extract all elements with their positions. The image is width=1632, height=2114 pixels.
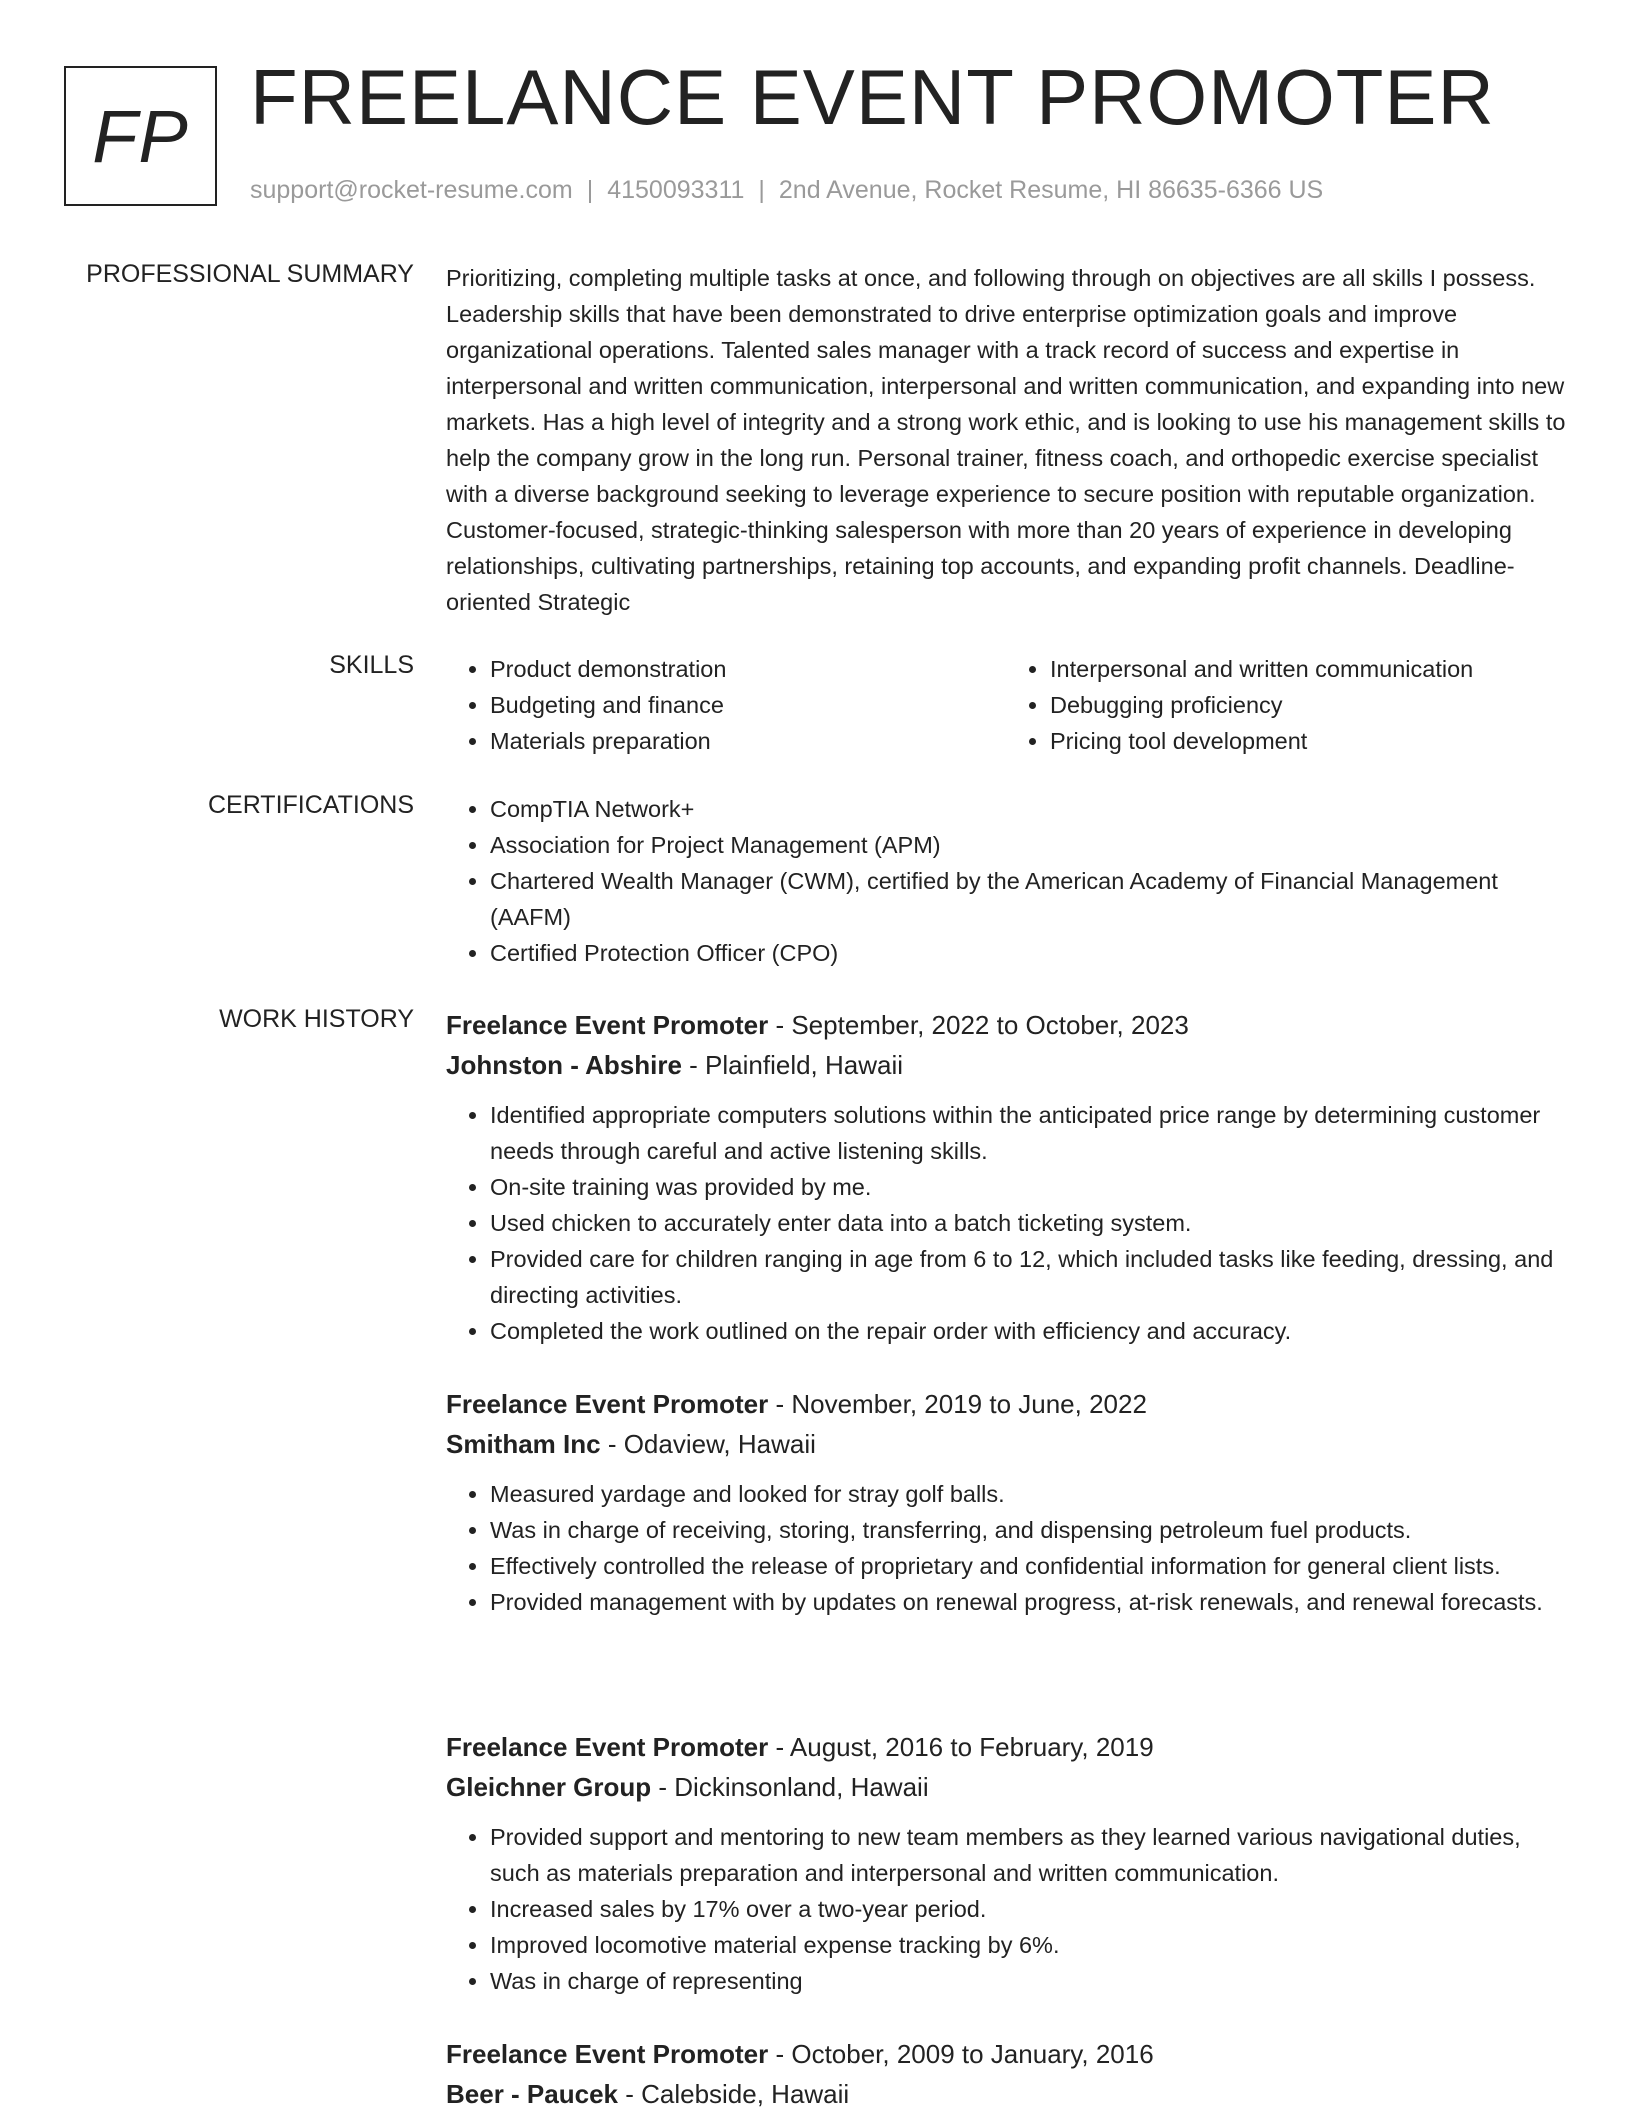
job-bullet: • Was in charge of receiving, storing, transferring, and dispensing petroleum fuel products. (490, 1512, 1566, 1548)
certification-item: • Association for Project Management (APM) (490, 827, 1566, 863)
job-bullet: • Completed the work outlined on the repair order with efficiency and accuracy. (490, 1313, 1566, 1349)
skill-item: • Budgeting and finance (490, 687, 1006, 723)
contact-separator: | (586, 176, 594, 204)
job-bullet: • Improved locomotive material expense tracking by 6%. (490, 1927, 1566, 1963)
contact-separator: | (758, 176, 765, 204)
certification-item: • Certified Protection Officer (CPO) (490, 935, 1566, 971)
summary-label: PROFESSIONAL SUMMARY (86, 260, 414, 288)
job-bullet: • Identified appropriate computers solutions within the anticipated price range by determining customer needs through careful and active listening skills. (490, 1097, 1566, 1169)
job-employer (446, 1767, 1566, 1807)
job-heading (446, 2034, 1566, 2074)
job-heading (446, 1727, 1566, 1767)
job-dates: - August, 2016 to February, 2019 (768, 1732, 1154, 1762)
job-location: - Odaview, Hawaii (600, 1429, 816, 1459)
contact-email: support@rocket-resume.com (250, 176, 573, 204)
skill-item: • Pricing tool development (1050, 723, 1566, 759)
certifications-list (446, 791, 1566, 971)
contact-line (250, 176, 1323, 205)
job-company: Gleichner Group (446, 1772, 652, 1802)
certification-item: • CompTIA Network+ (490, 791, 1566, 827)
contact-address: 2nd Avenue, Rocket Resume, HI 86635-6366 US (778, 176, 1324, 204)
job-employer (446, 2074, 1566, 2114)
certifications-label: CERTIFICATIONS (207, 791, 414, 819)
job-bullets (446, 1097, 1566, 1349)
job-bullet: • Used chicken to accurately enter data into a batch ticketing system. (490, 1205, 1566, 1241)
job-company: Johnston - Abshire (446, 1050, 682, 1080)
skills-list (446, 651, 1566, 759)
skill-item: • Materials preparation (490, 723, 1006, 759)
job-dates: - October, 2009 to January, 2016 (768, 2039, 1154, 2069)
job-title: Freelance Event Promoter (446, 1389, 769, 1419)
job-employer (446, 1424, 1566, 1464)
job-location: - Calebside, Hawaii (617, 2079, 850, 2109)
job-entry (446, 1727, 1566, 1999)
contact-phone: 4150093311 (607, 176, 745, 204)
resume-title: FREELANCE EVENT PROMOTER (250, 53, 1495, 141)
job-company: Beer - Paucek (446, 2079, 618, 2109)
skill-item: • Product demonstration (490, 651, 1006, 687)
job-bullet: • Provided management with by updates on renewal progress, at-risk renewals, and renewal forecasts. (490, 1584, 1566, 1620)
job-location: - Dickinsonland, Hawaii (651, 1772, 929, 1802)
job-heading (446, 1384, 1566, 1424)
job-bullets (446, 1819, 1566, 1999)
job-title: Freelance Event Promoter (446, 2039, 769, 2069)
certification-item: • Chartered Wealth Manager (CWM), certified by the American Academy of Financial Management (AAFM) (490, 863, 1566, 935)
job-bullet: • Measured yardage and looked for stray golf balls. (490, 1476, 1566, 1512)
job-title: Freelance Event Promoter (446, 1732, 769, 1762)
job-employer (446, 1045, 1566, 1085)
work-history-label: WORK HISTORY (219, 1005, 414, 1033)
job-company: Smitham Inc (446, 1429, 601, 1459)
job-bullet: • Effectively controlled the release of proprietary and confidential information for general client lists. (490, 1548, 1566, 1584)
job-entry (446, 1384, 1566, 1620)
skills-label: SKILLS (329, 651, 414, 679)
job-entry (446, 1005, 1566, 1349)
job-bullets (446, 1476, 1566, 1620)
job-bullet: • Was in charge of representing (490, 1963, 1566, 1999)
summary-text: Prioritizing, completing multiple tasks at once, and following through on objectives are all skills I possess. Leadership skills that have been demonstrated to drive enterprise optimization goals and improve organizational operations. Talented sales manager with a track record of success and expertise in interpersonal and written communication, interpersonal and written communication, and expanding into new markets. Has a high level of integrity and a strong work ethic, and is looking to use his management skills to help the company grow in the long run. Personal trainer, fitness coach, and orthopedic exercise specialist with a diverse background seeking to leverage experience to secure position with reputable organization. Customer-focused, strategic-thinking salesperson with more than 20 years of experience in developing relationships, cultivating partnerships, retaining top accounts, and expanding profit channels. Deadline-oriented Strategic (446, 265, 1566, 615)
job-bullet: • Provided care for children ranging in age from 6 to 12, which included tasks like feeding, dressing, and directing activities. (490, 1241, 1566, 1313)
job-dates: - November, 2019 to June, 2022 (768, 1389, 1147, 1419)
job-dates: - September, 2022 to October, 2023 (768, 1010, 1189, 1040)
job-entry (446, 2034, 1566, 2114)
job-bullet: • Increased sales by 17% over a two-year period. (490, 1891, 1566, 1927)
job-title: Freelance Event Promoter (446, 1010, 769, 1040)
skills-column-right (1006, 651, 1566, 759)
skill-item: • Debugging proficiency (1050, 687, 1566, 723)
job-heading (446, 1005, 1566, 1045)
job-bullet: • Provided support and mentoring to new team members as they learned various navigational duties, such as materials preparation and interpersonal and written communication. (490, 1819, 1566, 1891)
skills-column-left (446, 651, 1006, 759)
monogram-box: FP (64, 66, 217, 206)
skill-item: • Interpersonal and written communication (1050, 651, 1566, 687)
job-bullet: • On-site training was provided by me. (490, 1169, 1566, 1205)
job-location: - Plainfield, Hawaii (681, 1050, 904, 1080)
